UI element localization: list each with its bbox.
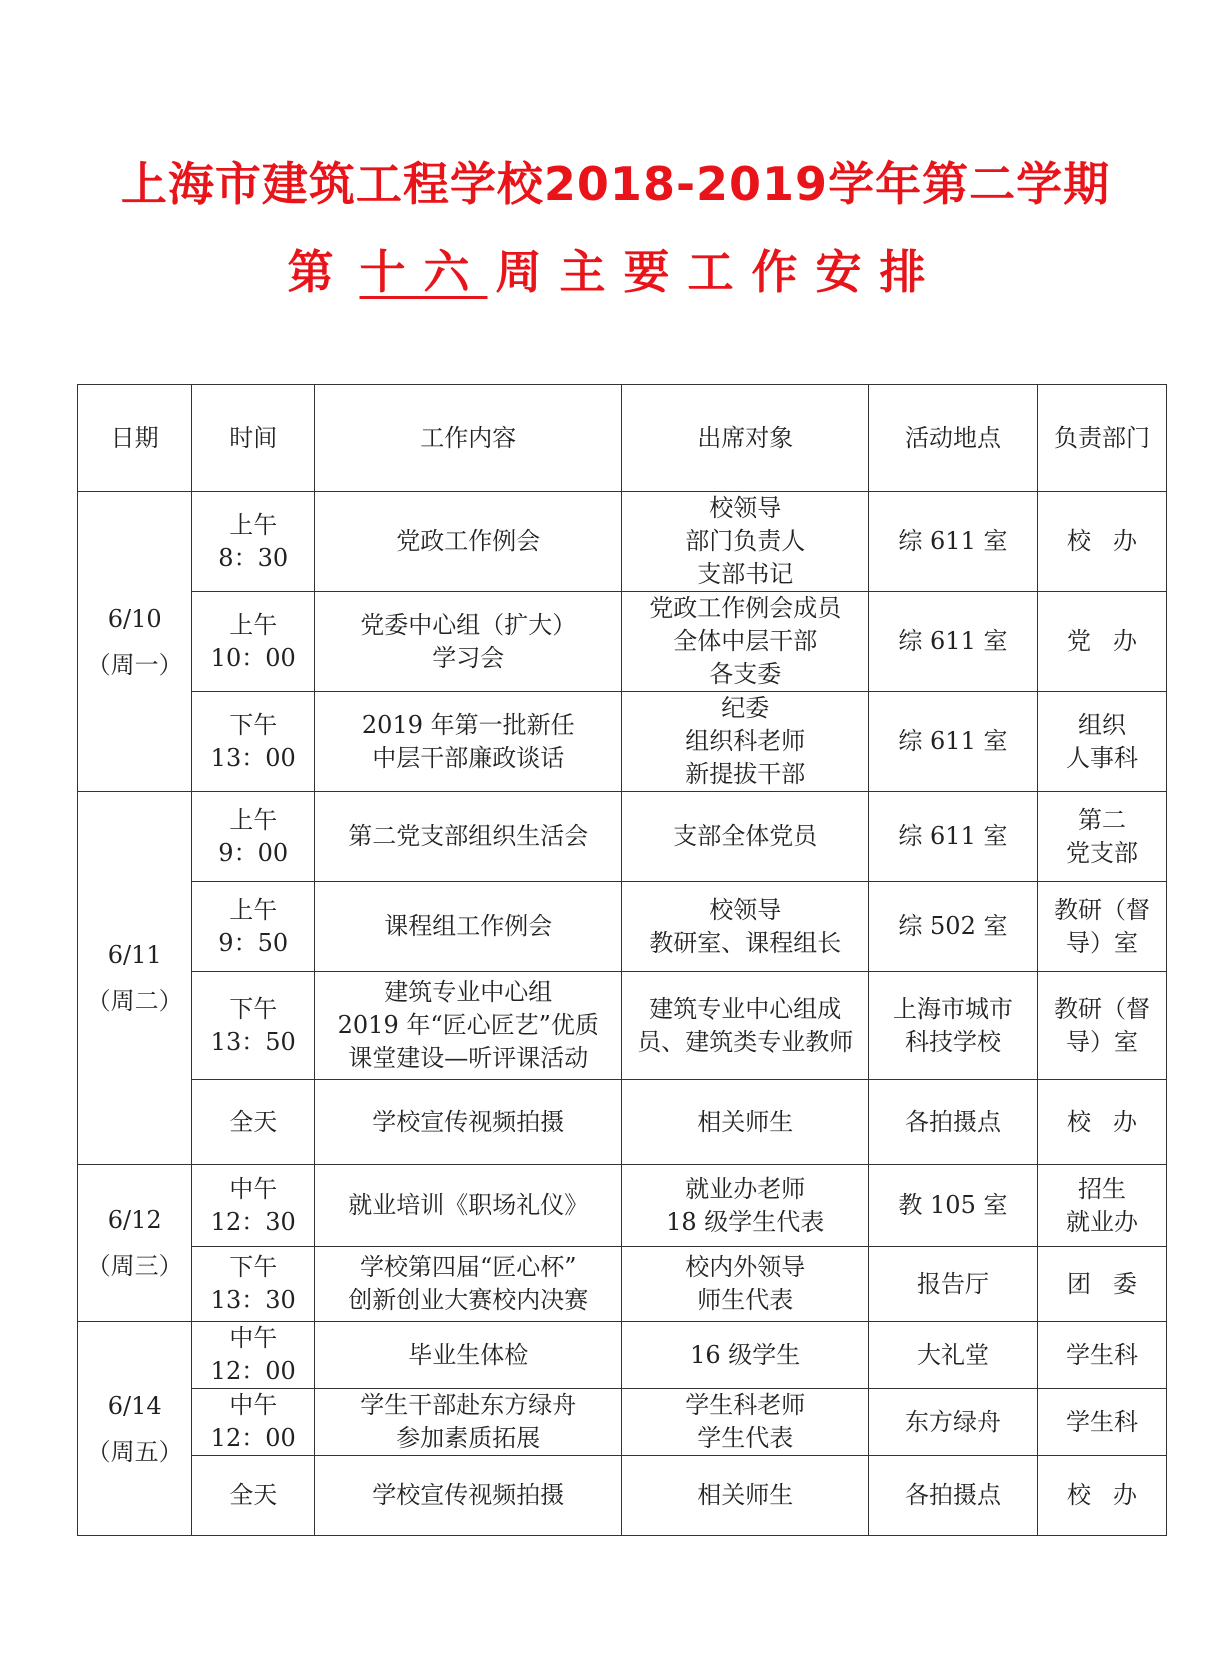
time-cell (192, 1080, 315, 1165)
department-cell (1037, 1456, 1166, 1536)
department-cell-line: 导）室 (1065, 928, 1138, 957)
content-cell (315, 792, 622, 882)
time-cell-line: 上午 (229, 805, 278, 834)
department-cell (1037, 492, 1166, 592)
location-cell-line: 综 502 室 (898, 912, 1008, 940)
time-cell-line: 中午 (229, 1174, 278, 1203)
subtitle-prefix: 第 (287, 245, 352, 299)
attendees-cell-line: 校领导 (709, 895, 782, 924)
location-cell (869, 1456, 1038, 1536)
content-cell-line: 学生干部赴东方绿舟 (360, 1391, 577, 1419)
attendees-cell (622, 592, 869, 692)
date-value: 6/11 (107, 941, 162, 969)
content-cell-line: 党政工作例会 (396, 527, 541, 555)
time-cell (192, 1165, 315, 1247)
content-cell-line: 课堂建设—听评课活动 (348, 1044, 589, 1072)
attendees-cell-line: 支部全体党员 (673, 822, 818, 850)
location-cell (869, 1322, 1038, 1389)
time-cell-line: 上午 (229, 610, 278, 639)
attendees-cell-line: 就业办老师 (685, 1174, 806, 1203)
time-cell-line: 8：30 (218, 543, 289, 572)
time-cell-line: 13：50 (210, 1027, 296, 1056)
time-cell (192, 692, 315, 792)
location-cell (869, 1389, 1038, 1456)
attendees-cell (622, 1322, 869, 1389)
time-cell-line: 10：00 (210, 643, 296, 672)
content-cell-line: 学校宣传视频拍摄 (372, 1107, 565, 1136)
location-cell-line: 科技学校 (904, 1027, 1001, 1056)
date-cell (78, 1165, 192, 1322)
department-cell-line: 人事科 (1065, 743, 1138, 772)
department-cell (1037, 592, 1166, 692)
attendees-cell-line: 相关师生 (697, 1481, 794, 1509)
attendees-cell-line: 建筑专业中心组成 (649, 994, 842, 1023)
time-cell-line: 上午 (229, 510, 278, 539)
header-date: 日期 (78, 385, 192, 492)
department-cell-line: 团委 (1066, 1269, 1159, 1298)
date-cell (78, 1322, 192, 1536)
attendees-cell-line: 党政工作例会成员 (649, 594, 842, 622)
time-cell-line: 中午 (229, 1324, 278, 1352)
time-cell (192, 972, 315, 1080)
attendees-cell-line: 18 级学生代表 (666, 1207, 825, 1236)
department-cell-line: 校办 (1066, 1481, 1159, 1509)
week-number: 十六 (359, 245, 488, 299)
page-title: 上海市建筑工程学校2018-2019学年第二学期 (120, 157, 1111, 211)
date-value: 6/14 (107, 1391, 162, 1420)
table-row (78, 1322, 1167, 1389)
attendees-cell-line: 全体中层干部 (673, 627, 818, 655)
location-cell-line: 大礼堂 (916, 1340, 989, 1369)
location-cell (869, 882, 1038, 972)
time-cell-line: 13：30 (210, 1286, 296, 1314)
weekday-value: （周三） (86, 1252, 183, 1280)
department-cell (1037, 792, 1166, 882)
attendees-cell-line: 相关师生 (697, 1107, 794, 1136)
content-cell-line: 参加素质拓展 (396, 1424, 541, 1452)
attendees-cell (622, 792, 869, 882)
location-cell-line: 综 611 室 (898, 727, 1008, 755)
department-cell-line: 党支部 (1065, 838, 1138, 867)
content-cell (315, 592, 622, 692)
header-location: 活动地点 (869, 385, 1038, 492)
content-cell-line: 2019 年“匠心匠艺”优质 (337, 1011, 599, 1039)
location-cell (869, 692, 1038, 792)
location-cell-line: 各拍摄点 (904, 1107, 1001, 1136)
attendees-cell-line: 学生代表 (697, 1424, 794, 1452)
department-cell (1037, 1080, 1166, 1165)
table-row (78, 692, 1167, 792)
content-cell (315, 492, 622, 592)
attendees-cell (622, 1247, 869, 1322)
attendees-cell (622, 882, 869, 972)
time-cell (192, 1322, 315, 1389)
time-cell-line: 12：00 (210, 1357, 296, 1385)
department-cell-line: 招生 (1077, 1174, 1126, 1203)
date-value: 6/10 (107, 604, 162, 633)
content-cell-line: 课程组工作例会 (384, 912, 553, 940)
department-cell (1037, 972, 1166, 1080)
attendees-cell-line: 校领导 (709, 494, 782, 522)
attendees-cell-line: 新提拔干部 (685, 760, 806, 788)
time-cell (192, 1456, 315, 1536)
department-cell-line: 导）室 (1065, 1027, 1138, 1056)
content-cell (315, 1456, 622, 1536)
page-subtitle (0, 236, 1231, 302)
location-cell (869, 1080, 1038, 1165)
department-cell (1037, 1322, 1166, 1389)
header-content: 工作内容 (315, 385, 622, 492)
content-cell (315, 972, 622, 1080)
department-cell-line: 校办 (1066, 527, 1159, 555)
time-cell-line: 上午 (229, 895, 278, 924)
time-cell (192, 1389, 315, 1456)
time-cell (192, 882, 315, 972)
location-cell-line: 东方绿舟 (904, 1407, 1001, 1436)
location-cell (869, 1165, 1038, 1247)
location-cell-line: 各拍摄点 (904, 1481, 1001, 1509)
date-value: 6/12 (107, 1206, 162, 1234)
content-cell-line: 学习会 (432, 643, 505, 672)
table-row (78, 792, 1167, 882)
table-header-row (78, 385, 1167, 492)
table-row (78, 592, 1167, 692)
content-cell (315, 882, 622, 972)
department-cell (1037, 882, 1166, 972)
attendees-cell-line: 教研室、课程组长 (649, 928, 842, 957)
department-cell (1037, 692, 1166, 792)
time-cell (192, 492, 315, 592)
time-cell-line: 中午 (229, 1391, 278, 1419)
department-cell-line: 校办 (1066, 1107, 1159, 1136)
department-cell-line: 党办 (1066, 627, 1159, 655)
content-cell-line: 第二党支部组织生活会 (348, 822, 589, 850)
table-row (78, 1389, 1167, 1456)
attendees-cell-line: 组织科老师 (685, 727, 806, 755)
time-cell-line: 下午 (229, 1253, 278, 1281)
table-row (78, 1456, 1167, 1536)
department-cell-line: 教研（督 (1053, 895, 1150, 924)
weekday-value: （周五） (86, 1437, 183, 1466)
date-cell (78, 792, 192, 1165)
attendees-cell (622, 1456, 869, 1536)
attendees-cell (622, 1080, 869, 1165)
attendees-cell-line: 各支委 (709, 660, 782, 688)
department-cell-line: 教研（督 (1053, 994, 1150, 1023)
location-cell (869, 972, 1038, 1080)
table-row (78, 972, 1167, 1080)
time-cell-line: 12：00 (210, 1424, 296, 1452)
content-cell (315, 1389, 622, 1456)
time-cell-line: 全天 (229, 1481, 278, 1509)
department-cell-line: 学生科 (1065, 1407, 1138, 1436)
content-cell-line: 中层干部廉政谈话 (372, 743, 565, 772)
content-cell-line: 党委中心组（扩大） (360, 610, 577, 639)
attendees-cell-line: 员、建筑类专业教师 (637, 1027, 854, 1056)
weekday-value: （周二） (86, 987, 183, 1015)
attendees-cell-line: 纪委 (721, 694, 770, 722)
time-cell (192, 1247, 315, 1322)
time-cell (192, 592, 315, 692)
attendees-cell-line: 部门负责人 (685, 527, 806, 555)
content-cell (315, 1165, 622, 1247)
content-cell (315, 1080, 622, 1165)
content-cell-line: 毕业生体检 (408, 1340, 529, 1369)
department-cell-line: 第二 (1077, 805, 1126, 834)
location-cell (869, 792, 1038, 882)
subtitle-suffix: 周主要工作安排 (495, 245, 944, 299)
attendees-cell-line: 校内外领导 (685, 1253, 806, 1281)
time-cell-line: 全天 (229, 1107, 278, 1136)
attendees-cell-line: 16 级学生 (690, 1340, 801, 1369)
location-cell-line: 综 611 室 (898, 822, 1008, 850)
department-cell (1037, 1165, 1166, 1247)
location-cell-line: 上海市城市 (892, 994, 1013, 1023)
content-cell (315, 1322, 622, 1389)
content-cell (315, 692, 622, 792)
department-cell-line: 学生科 (1065, 1340, 1138, 1369)
content-cell-line: 2019 年第一批新任 (361, 710, 575, 739)
location-cell-line: 综 611 室 (898, 527, 1008, 555)
location-cell-line: 报告厅 (916, 1269, 989, 1298)
location-cell (869, 1247, 1038, 1322)
weekday-value: （周一） (86, 650, 183, 679)
time-cell-line: 12：30 (210, 1207, 296, 1236)
location-cell-line: 综 611 室 (898, 627, 1008, 655)
content-cell (315, 1247, 622, 1322)
attendees-cell (622, 1389, 869, 1456)
department-cell (1037, 1247, 1166, 1322)
department-cell (1037, 1389, 1166, 1456)
location-cell-line: 教 105 室 (898, 1191, 1008, 1219)
department-cell-line: 就业办 (1065, 1207, 1138, 1236)
time-cell-line: 下午 (229, 994, 278, 1023)
attendees-cell (622, 492, 869, 592)
time-cell (192, 792, 315, 882)
header-department: 负责部门 (1037, 385, 1166, 492)
attendees-cell-line: 支部书记 (697, 560, 794, 588)
department-cell-line: 组织 (1077, 710, 1126, 739)
attendees-cell-line: 学生科老师 (685, 1391, 806, 1419)
time-cell-line: 9：00 (218, 838, 289, 867)
location-cell (869, 492, 1038, 592)
content-cell-line: 创新创业大赛校内决赛 (348, 1286, 589, 1314)
header-attendees: 出席对象 (622, 385, 869, 492)
location-cell (869, 592, 1038, 692)
content-cell-line: 学校宣传视频拍摄 (372, 1481, 565, 1509)
content-cell-line: 学校第四届“匠心杯” (360, 1253, 577, 1281)
attendees-cell (622, 1165, 869, 1247)
time-cell-line: 下午 (229, 710, 278, 739)
time-cell-line: 9：50 (218, 928, 289, 957)
table-row (78, 1080, 1167, 1165)
content-cell-line: 建筑专业中心组 (384, 978, 553, 1006)
header-time: 时间 (192, 385, 315, 492)
attendees-cell (622, 972, 869, 1080)
schedule-table (77, 384, 1167, 1536)
date-cell (78, 492, 192, 792)
table-row (78, 882, 1167, 972)
attendees-cell-line: 师生代表 (697, 1286, 794, 1314)
table-row (78, 1165, 1167, 1247)
schedule-body (78, 492, 1167, 1536)
table-row (78, 492, 1167, 592)
time-cell-line: 13：00 (210, 743, 296, 772)
attendees-cell (622, 692, 869, 792)
table-row (78, 1247, 1167, 1322)
content-cell-line: 就业培训《职场礼仪》 (348, 1191, 589, 1219)
